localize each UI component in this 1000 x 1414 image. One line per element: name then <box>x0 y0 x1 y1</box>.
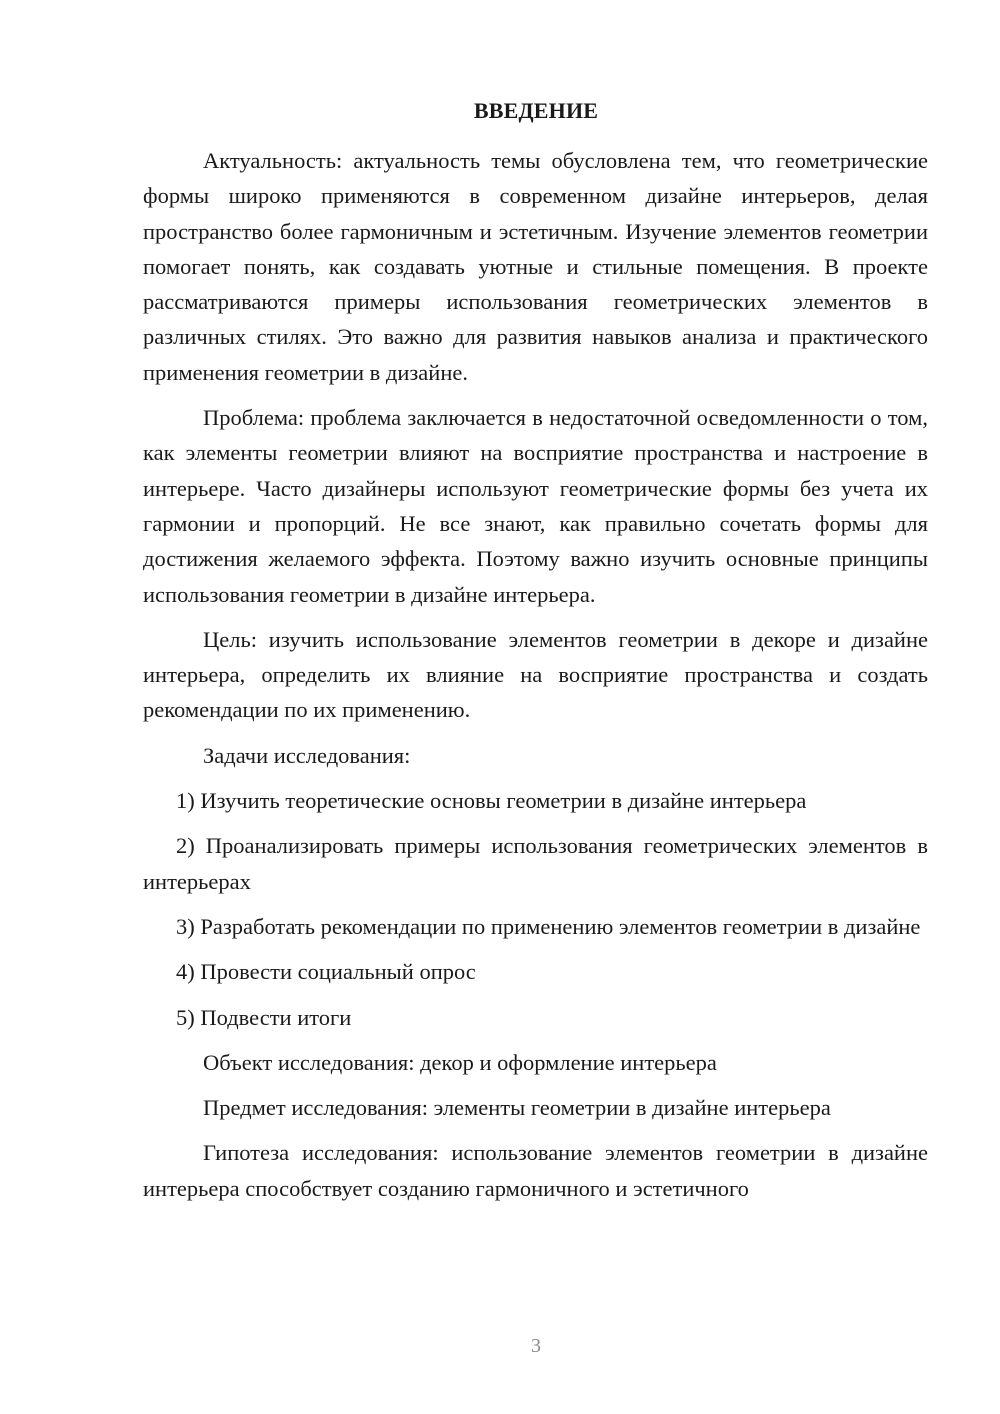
page-number: 3 <box>531 1335 541 1357</box>
paragraph-object: Объект исследования: декор и оформление интерьера <box>203 1049 717 1075</box>
paragraph-goal: Цель: изучить использование элементов геометрии в декоре и дизайне интерьера, определить их влияние на восприятие пространства и создать рекомендации по их применению. <box>143 626 928 723</box>
section-title: ВВЕДЕНИЕ <box>473 98 599 123</box>
paragraph-relevance: Актуальность: актуальность темы обусловлена тем, что геометрические формы широко применяются в современном дизайне интерьеров, делая пространство более гармоничным и эстетичным. Изучение элементов геометрии помогает понять, как создавать уютные и стильные помещения. В проекте рассматриваются примеры использования геометрических элементов в различных стилях. Это важно для развития навыков анализа и практического применения геометрии в дизайне. <box>143 148 928 385</box>
paragraph-subject: Предмет исследования: элементы геометрии в дизайне интерьера <box>203 1095 831 1121</box>
paragraph-hypothesis: Гипотеза исследования: использование элементов геометрии в дизайне интерьера способствует созданию гармоничного и эстетичного <box>143 1140 928 1201</box>
document-body <box>143 143 928 1216</box>
task-item-4: 4) Провести социальный опрос <box>176 959 476 985</box>
paragraph-tasks-heading: Задачи исследования: <box>203 742 411 768</box>
task-item-3: 3) Разработать рекомендации по применению элементов геометрии в дизайне <box>176 913 921 939</box>
paragraph-problem: Проблема: проблема заключается в недостаточной осведомленности о том, как элементы геометрии влияют на восприятие пространства и настроение в интерьере. Часто дизайнеры используют геометрические формы без учета их гармонии и пропорций. Не все знают, как правильно сочетать формы для достижения желаемого эффекта. Поэтому важно изучить основные принципы использования геометрии в дизайне интерьера. <box>143 405 928 607</box>
task-item-2: 2) Проанализировать примеры использования геометрических элементов в интерьерах <box>143 833 928 894</box>
task-item-1: 1) Изучить теоретические основы геометрии в дизайне интерьера <box>176 788 807 814</box>
task-item-5: 5) Подвести итоги <box>176 1004 352 1030</box>
